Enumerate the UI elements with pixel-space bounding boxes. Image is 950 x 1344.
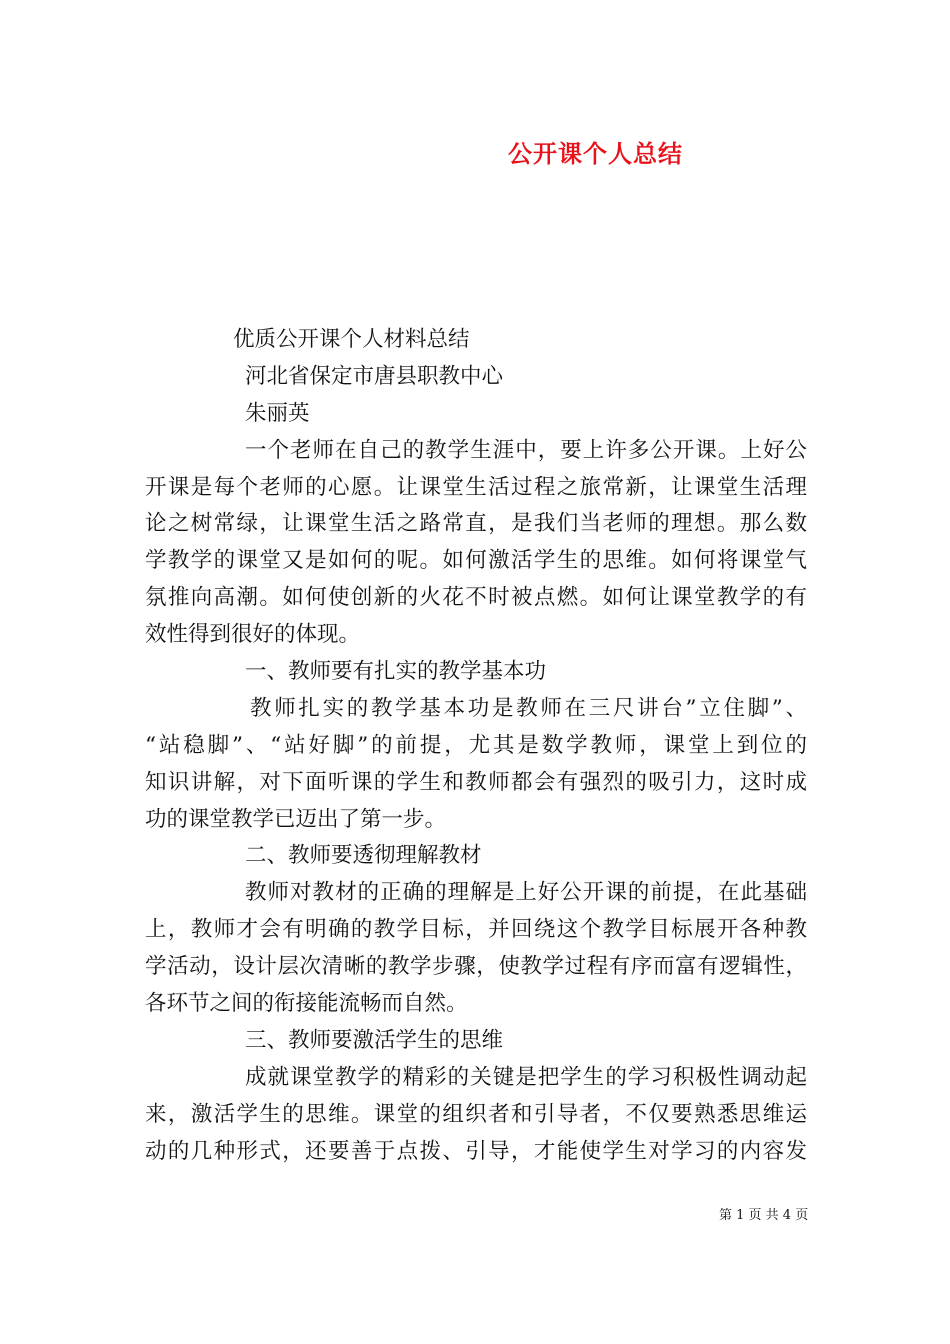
text-line: 上，教师才会有明确的教学目标，并回绕这个教学目标展开各种教 xyxy=(145,917,807,943)
document-title: 公开课个人总结 xyxy=(508,139,683,168)
text-line: 氛推向高潮。如何使创新的火花不时被点燃。如何让课堂教学的有 xyxy=(145,585,807,611)
text-line: 二、教师要透彻理解教材 xyxy=(245,843,482,869)
text-line: 成就课堂教学的精彩的关键是把学生的学习积极性调动起 xyxy=(245,1064,807,1090)
text-line: 知识讲解，对下面听课的学生和教师都会有强烈的吸引力，这时成 xyxy=(145,769,807,795)
document-body xyxy=(145,322,807,1170)
text-line: 教师对教材的正确的理解是上好公开课的前提，在此基础 xyxy=(245,880,807,906)
text-line: 开课是每个老师的心愿。让课堂生活过程之旅常新，让课堂生活理 xyxy=(145,474,807,500)
text-line: 各环节之间的衔接能流畅而自然。 xyxy=(145,991,468,1017)
text-line: 学教学的课堂又是如何的呢。如何激活学生的思维。如何将课堂气 xyxy=(145,548,807,574)
text-line: 一、教师要有扎实的教学基本功 xyxy=(245,659,547,685)
text-line: 学活动，设计层次清晰的教学步骤，使教学过程有序而富有逻辑性， xyxy=(145,954,807,980)
text-line: 优质公开课个人材料总结 xyxy=(233,327,470,352)
text-line: “站稳脚”、“站好脚”的前提，尤其是数学教师，课堂上到位的 xyxy=(145,732,807,758)
text-line: 一个老师在自己的教学生涯中，要上许多公开课。上好公 xyxy=(245,437,807,463)
text-line: 河北省保定市唐县职教中心 xyxy=(245,363,504,389)
text-line: 功的课堂教学已迈出了第一步。 xyxy=(145,806,447,832)
text-line: 教师扎实的教学基本功是教师在三尺讲台”立住脚”、 xyxy=(250,695,807,721)
text-line: 朱丽英 xyxy=(245,400,310,426)
text-line: 论之树常绿，让课堂生活之路常直，是我们当老师的理想。那么数 xyxy=(145,511,807,537)
text-line: 动的几种形式，还要善于点拨、引导，才能使学生对学习的内容发 xyxy=(145,1138,807,1164)
text-line: 三、教师要激活学生的思维 xyxy=(245,1027,504,1053)
text-line: 来，激活学生的思维。课堂的组织者和引导者，不仅要熟悉思维运 xyxy=(145,1101,807,1127)
page-number-footer: 第 1 页 共 4 页 xyxy=(719,1208,809,1223)
text-line: 效性得到很好的体现。 xyxy=(145,622,361,648)
